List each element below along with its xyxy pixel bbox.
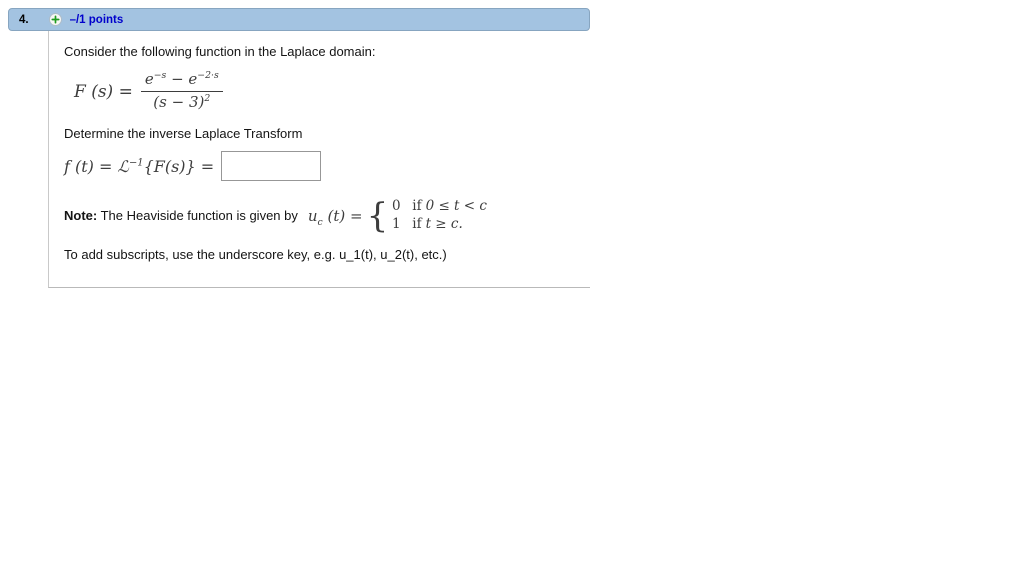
question-header-bar bbox=[8, 8, 590, 31]
heaviside-definition bbox=[307, 195, 487, 236]
u-base: u bbox=[307, 206, 318, 225]
laplace-function-formula bbox=[74, 70, 590, 113]
points-label: –/1 points bbox=[69, 13, 124, 26]
fraction-numerator bbox=[141, 70, 223, 92]
note-label: Note: bbox=[64, 208, 98, 224]
case2-condition: t ≥ c. bbox=[425, 215, 463, 232]
case1-value: 0 bbox=[391, 198, 401, 214]
expand-question-button[interactable] bbox=[49, 13, 62, 26]
piecewise-cases bbox=[391, 198, 487, 233]
inverse-rhs: {F(s)} = bbox=[143, 156, 215, 176]
num-minus-operator: − bbox=[166, 70, 189, 89]
note-text bbox=[64, 208, 298, 223]
formula-lhs: F (s) = bbox=[74, 81, 133, 102]
answer-input[interactable] bbox=[221, 151, 321, 181]
case2-if: if bbox=[412, 215, 422, 232]
num-term1-base: e bbox=[144, 70, 154, 89]
case1-condition: 0 ≤ t < c bbox=[425, 198, 487, 214]
case2-value: 1 bbox=[391, 215, 401, 232]
determine-text: Determine the inverse Laplace Transform bbox=[64, 125, 303, 141]
den-exponent: 2 bbox=[204, 93, 211, 104]
case-row-2 bbox=[391, 216, 487, 234]
left-brace: { bbox=[366, 195, 389, 236]
question-body bbox=[48, 31, 590, 288]
laplace-operator bbox=[117, 157, 214, 176]
u-subscript: c bbox=[317, 216, 323, 228]
case1-if: if bbox=[412, 198, 422, 214]
fraction-denominator bbox=[141, 92, 223, 113]
question-number: 4. bbox=[19, 13, 29, 26]
u-function bbox=[307, 206, 363, 228]
plus-circle-icon bbox=[49, 13, 62, 26]
fraction bbox=[141, 70, 223, 113]
heaviside-note bbox=[64, 195, 590, 236]
num-term1-exponent: −s bbox=[153, 70, 167, 82]
u-args: (t) = bbox=[322, 206, 363, 225]
note-body-text: The Heaviside function is given by bbox=[97, 208, 298, 224]
intro-text: Consider the following function in the Laplace domain: bbox=[64, 44, 376, 59]
inverse-lhs: f (t) = bbox=[64, 156, 113, 176]
num-term2-base: e bbox=[188, 70, 198, 89]
laplace-operator-exponent: −1 bbox=[128, 157, 144, 169]
subscript-hint-text: To add subscripts, use the underscore key, e.g. u_1(t), u_2(t), etc.) bbox=[64, 247, 447, 263]
den-base: (s − 3) bbox=[153, 93, 205, 111]
script-L: ℒ bbox=[117, 156, 129, 176]
case-row-1 bbox=[391, 198, 487, 216]
inverse-transform-answer-row bbox=[64, 151, 590, 181]
num-term2-exponent: −2·s bbox=[197, 70, 219, 82]
